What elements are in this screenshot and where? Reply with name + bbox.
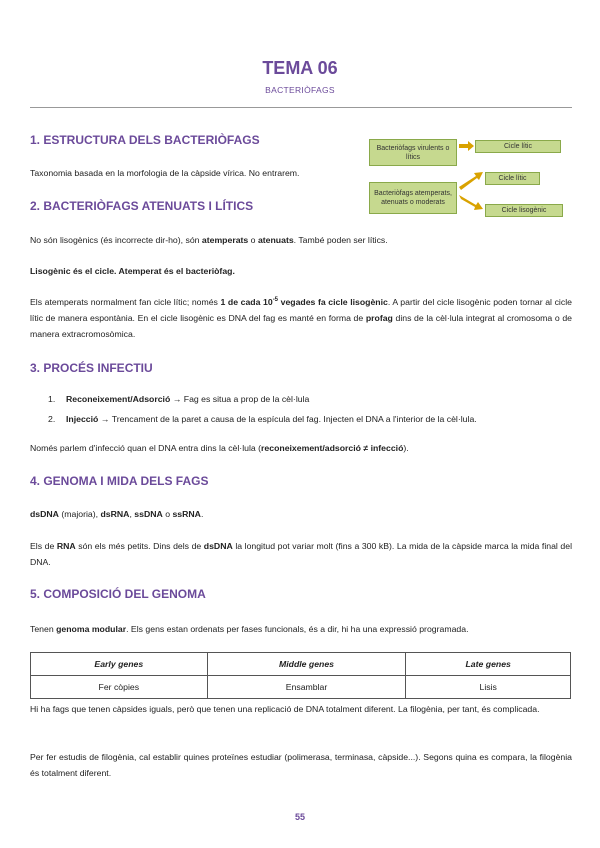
table-cell: Ensamblar bbox=[207, 676, 406, 699]
table-cell: Lisis bbox=[406, 676, 571, 699]
diagram-box-virulent: Bacteriòfags virulents o lítics bbox=[369, 139, 457, 166]
table-row bbox=[31, 676, 571, 699]
table-header-cell: Middle genes bbox=[207, 653, 406, 676]
arrow-right-icon bbox=[459, 141, 474, 151]
section-4-paragraph-1: dsDNA (majoria), dsRNA, ssDNA o ssRNA. bbox=[30, 509, 204, 519]
section-2-paragraph-2: Lisogènic és el cicle. Atemperat és el bacteriòfag. bbox=[30, 266, 235, 276]
section-4-paragraph-2: Els de RNA són els més petits. Dins dels de dsDNA la longitud pot variar molt (fins a 300 kB). La mida de la càpside marca la mida final del DNA. bbox=[30, 541, 572, 567]
page-number: 55 bbox=[294, 812, 305, 822]
table-header-cell: Early genes bbox=[31, 653, 208, 676]
page-title: TEMA 06 bbox=[262, 58, 338, 78]
list-item: 1. Reconeixement/Adsorció → Fag es situa a prop de la cèl·lula bbox=[48, 394, 310, 404]
diagram-arrows bbox=[455, 135, 495, 225]
section-5-paragraph-1: Tenen genoma modular. Els gens estan ordenats per fases funcionals, és a dir, hi ha una expressió programada. bbox=[30, 624, 469, 634]
table-cell: Fer còpies bbox=[31, 676, 208, 699]
diagram-box-cicle-litic-1: Cicle lític bbox=[475, 140, 561, 153]
table-header-cell: Late genes bbox=[406, 653, 571, 676]
section-3-heading: 3. PROCÉS INFECTIU bbox=[30, 361, 153, 375]
section-2-heading: 2. BACTERIÒFAGS ATENUATS I LÍTICS bbox=[30, 199, 254, 213]
infection-steps-list bbox=[48, 389, 568, 429]
arrow-down-right-icon bbox=[459, 195, 483, 210]
diagram-box-cicle-lisogenic: Cicle lisogènic bbox=[485, 204, 563, 217]
section-5-paragraph-3: Per fer estudis de filogènia, cal establir quines proteïnes estudiar (polimerasa, terminasa, càpside...). Segons quina es compara, la filogènia és totalment diferent. bbox=[30, 752, 572, 778]
gene-phases-table bbox=[30, 652, 571, 699]
arrow-up-right-icon bbox=[459, 172, 483, 190]
page-subtitle: BACTERIÒFAGS bbox=[265, 85, 335, 95]
table-header-row bbox=[31, 653, 571, 676]
title-divider bbox=[30, 107, 572, 108]
diagram-box-cicle-litic-2: Cicle lític bbox=[485, 172, 540, 185]
section-5-paragraph-2: Hi ha fags que tenen càpsides iguals, però que tenen una replicació de DNA totalment diferent. La filogènia, per tant, és complicada. bbox=[30, 704, 540, 714]
section-5-heading: 5. COMPOSICIÓ DEL GENOMA bbox=[30, 587, 206, 601]
section-1-text: Taxonomia basada en la morfologia de la càpside vírica. No entrarem. bbox=[30, 168, 300, 178]
section-1-heading: 1. ESTRUCTURA DELS BACTERIÒFAGS bbox=[30, 133, 260, 147]
section-2-paragraph-1: No són lisogènics (és incorrecte dir-ho), són atemperats o atenuats. També poden ser lítics. bbox=[30, 235, 388, 245]
diagram-box-atenuats: Bacteriòfags atemperats, atenuats o moderats bbox=[369, 182, 457, 214]
section-2-paragraph-3: Els atemperats normalment fan cicle lític; només 1 de cada $10^{-5}$ vegades fa cicle lisogènic. A partir del cicle lisogènic poden tornar al cicle lític de manera espontània. En el cicle lisogènic es DNA del fag es manté en forma de profag dins de la cèl·lula integrat al cromosoma o de manera extracromosòmica. bbox=[30, 297, 572, 339]
list-item: 2. Injecció → Trencament de la paret a causa de la espícula del fag. Injecten el DNA a l'interior de la cèl·lula. bbox=[48, 414, 477, 424]
section-3-note: Només parlem d'infecció quan el DNA entra dins la cèl·lula (reconeixement/adsorció ≠ infecció). bbox=[30, 443, 409, 453]
section-4-heading: 4. GENOMA I MIDA DELS FAGS bbox=[30, 474, 209, 488]
